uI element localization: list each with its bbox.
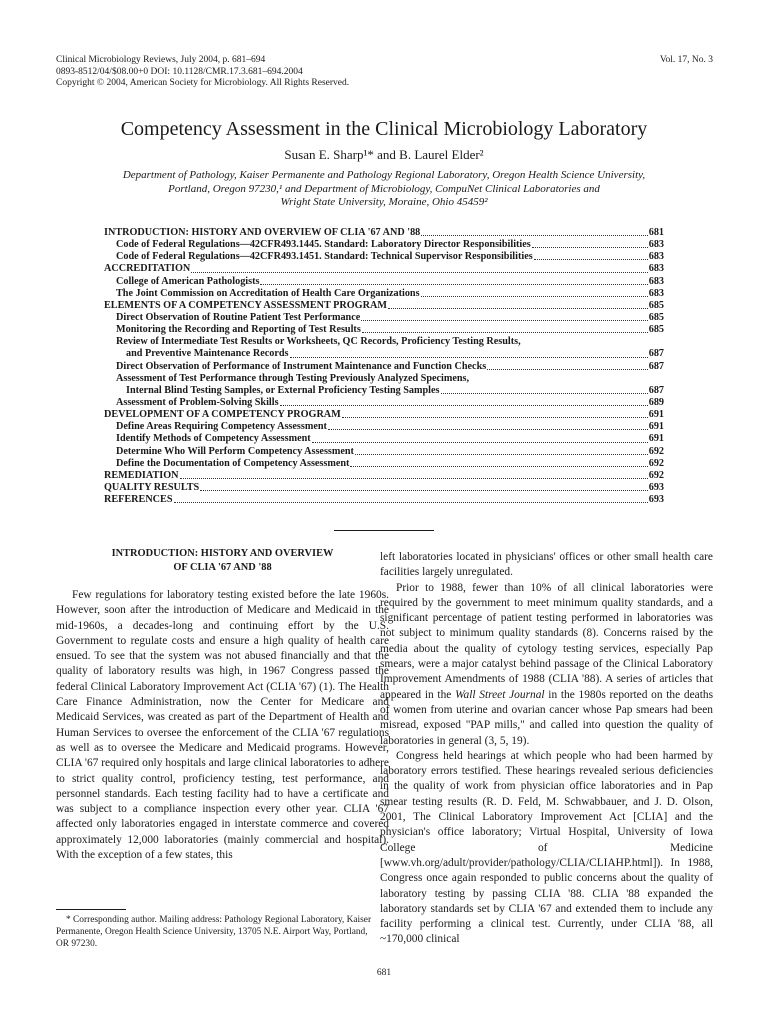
section-heading-line: INTRODUCTION: HISTORY AND OVERVIEW (111, 548, 334, 559)
toc-dot-leader (421, 296, 648, 297)
toc-entry[interactable] (104, 348, 664, 360)
toc-entry[interactable] (104, 263, 664, 275)
toc-entry[interactable] (104, 239, 664, 251)
toc-dot-leader (342, 417, 648, 418)
body-paragraph: left laboratories located in physicians' offices or other small health care facilities largely unregulated. (380, 551, 713, 579)
toc-entry[interactable] (104, 409, 664, 421)
toc-page-number: 691 (648, 433, 664, 445)
toc-entry[interactable] (104, 324, 664, 336)
body-column-right (380, 550, 713, 948)
toc-page-number: 685 (648, 311, 664, 323)
journal-citation: Clinical Microbiology Reviews, July 2004, p. 681–694 (56, 55, 266, 65)
toc-entry-title: Direct Observation of Performance of Instrument Maintenance and Function Checks (116, 360, 487, 372)
affiliation-line: Department of Pathology, Kaiser Permanente and Pathology Regional Laboratory, Oregon Health Science University, (122, 169, 646, 181)
toc-entry-title: REMEDIATION (104, 469, 179, 481)
toc-entry-title: Review of Intermediate Test Results or Worksheets, QC Records, Proficiency Testing Results, (116, 336, 521, 348)
toc-entry[interactable] (104, 470, 664, 482)
toc-page-number: 689 (648, 396, 664, 408)
toc-page-number: 692 (648, 469, 664, 481)
footnote-rule (56, 909, 126, 910)
toc-entry[interactable] (104, 433, 664, 445)
footnote-text: * Corresponding author. Mailing address: Pathology Regional Laboratory, Kaiser Permanente, Oregon Health Science University, 13705 N.E. Airport Way, Portland, OR 97230. (56, 915, 372, 949)
toc-entry[interactable] (104, 336, 664, 348)
toc-page-number: 683 (648, 251, 664, 263)
toc-entry[interactable] (104, 421, 664, 433)
toc-entry-title: Internal Blind Testing Samples, or External Proficiency Testing Samples (126, 384, 440, 396)
toc-page-number: 687 (648, 384, 664, 396)
toc-entry[interactable] (104, 276, 664, 288)
toc-entry-title: REFERENCES (104, 494, 173, 506)
toc-entry-title: ACCREDITATION (104, 263, 191, 275)
body-column-left (56, 547, 389, 863)
toc-entry-title: Assessment of Test Performance through Testing Previously Analyzed Specimens, (116, 372, 470, 384)
author-affiliations (80, 169, 688, 210)
toc-dot-leader (180, 478, 648, 479)
toc-entry[interactable] (104, 482, 664, 494)
toc-entry-title: Determine Who Will Perform Competency Assessment (116, 445, 354, 457)
toc-dot-leader (532, 247, 648, 248)
section-divider (334, 530, 434, 531)
paragraph-text: Prior to 1988, fewer than 10% of all clinical laboratories were required by the government to meet minimum quality standards, and a significant percentage of patient testing performed in laboratories was not subject to minimum quality standards (8). Concerns raised by the media about the quality of cytology testing services, especially Pap smears, were a major catalyst behind passage of the Clinical Laboratory Improvement Amendments of 1988 (CLIA '88). A series of articles that appeared in the (380, 581, 713, 701)
affiliation-line: Wright State University, Moraine, Ohio 45459² (280, 196, 488, 208)
article-title: Competency Assessment in the Clinical Microbiology Laboratory (120, 118, 648, 140)
newspaper-name: Wall Street Journal (455, 688, 545, 701)
toc-dot-leader (328, 429, 648, 430)
toc-entry-title: DEVELOPMENT OF A COMPETENCY PROGRAM (104, 409, 341, 421)
copyright-line: Copyright © 2004, American Society for Microbiology. All Rights Reserved. (56, 78, 350, 88)
toc-page-number: 683 (648, 239, 664, 251)
toc-entry-title: Monitoring the Recording and Reporting of Test Results (116, 324, 361, 336)
toc-entry-title: College of American Pathologists (116, 275, 260, 287)
body-paragraph: Few regulations for laboratory testing existed before the late 1960s. However, soon after the introduction of Medicare and Medicaid in the mid-1960s, a decades-long and continuing effort by the U.S. Government to regulate costs and ensure a high quality of health care ensued. To see that the system was not abused financially and that the quality of laboratory results was high, in 1967 Congress passed the federal Clinical Laboratory Improvement Act (CLIA '67) (1). The Health Care Finance Administration, now the Center for Medicare and Medicaid Services, was created as part of the Department of Health and Human Services to oversee the enforcement of the CLIA '67 regulations as well as to oversee the Medicare and Medicaid programs. However, CLIA '67 required only hospitals and large clinical laboratories to adhere to strict quality control, proficiency testing, test performance, and personnel standards. Each testing facility had to have a certificate and was subject to a compliance inspection every other year. CLIA '67 affected only laboratories engaged in interstate commerce and covered approximately 12,000 laboratories (mainly commercial and hospital). With the exception of a few states, this (56, 589, 389, 862)
running-header (56, 55, 349, 90)
toc-dot-leader (350, 466, 647, 467)
toc-entry-title: The Joint Commission on Accreditation of Health Care Organizations (116, 287, 420, 299)
doi-line: 0893-8512/04/$08.00+0 DOI: 10.1128/CMR.17.3.681–694.2004 (56, 66, 303, 77)
toc-page-number: 683 (648, 287, 664, 299)
toc-entry[interactable] (104, 373, 664, 385)
toc-entry-title: Define the Documentation of Competency Assessment (116, 457, 350, 469)
toc-page-number: 693 (648, 494, 664, 506)
toc-dot-leader (280, 405, 648, 406)
section-heading-line: OF CLIA '67 AND '88 (173, 561, 272, 573)
toc-entry-title: ELEMENTS OF A COMPETENCY ASSESSMENT PROGRAM (104, 299, 387, 311)
toc-entry[interactable] (104, 251, 664, 263)
toc-page-number: 683 (648, 275, 664, 287)
toc-entry[interactable] (104, 312, 664, 324)
toc-page-number: 687 (648, 360, 664, 372)
toc-page-number: 685 (648, 299, 664, 311)
article-authors: Susan E. Sharp¹* and B. Laurel Elder² (284, 147, 484, 162)
toc-entry-title: and Preventive Maintenance Records (126, 348, 289, 360)
body-paragraph: Congress held hearings at which people who had been harmed by laboratory errors testified. These hearings revealed serious deficiencies in the quality of work from physician office laboratories and in Pap smear testing results (R. D. Feld, M. Schwabbauer, and J. D. Olson, 2001, The Clinical Laboratory Improvement Act [CLIA] and the physician's office laboratory; Virtual Hospital, University of Iowa College of Medicine [www.vh.org/adult/provider/pathology/CLIA/CLIAHP.html]). In 1988, Congress once again responded to public concerns about the quality of laboratory testing by passing CLIA '88. CLIA '88 expanded the laboratory standards set by CLIA '67 and extended them to include any facility performing a clinical test. Currently, under CLIA '88, all ~170,000 clinical (380, 749, 713, 946)
affiliation-line: Portland, Oregon 97230,¹ and Department of Microbiology, CompuNet Clinical Laboratories and (168, 182, 600, 195)
toc-entry-title: Code of Federal Regulations—42CFR493.1445. Standard: Laboratory Director Responsibilities (116, 239, 531, 251)
toc-page-number: 693 (648, 481, 664, 493)
volume-issue: Vol. 17, No. 3 (659, 55, 713, 65)
toc-page-number: 692 (648, 445, 664, 457)
body-paragraph (380, 581, 713, 749)
toc-dot-leader (290, 357, 648, 358)
toc-dot-leader (174, 502, 648, 503)
toc-dot-leader (355, 454, 648, 455)
toc-entry[interactable] (104, 361, 664, 373)
toc-entry[interactable] (104, 300, 664, 312)
toc-entry-title: INTRODUCTION: HISTORY AND OVERVIEW OF CLIA '67 AND '88 (104, 227, 421, 238)
toc-page-number: 685 (648, 324, 664, 336)
toc-entry[interactable] (104, 494, 664, 506)
toc-page-number: 687 (648, 348, 664, 360)
section-heading (56, 547, 389, 574)
toc-dot-leader (260, 284, 647, 285)
toc-entry[interactable] (104, 227, 664, 239)
toc-page-number: 692 (648, 457, 664, 469)
toc-dot-leader (200, 490, 648, 491)
toc-dot-leader (421, 235, 647, 236)
toc-dot-leader (441, 393, 648, 394)
table-of-contents (104, 227, 664, 506)
toc-dot-leader (361, 320, 647, 321)
toc-entry[interactable] (104, 288, 664, 300)
toc-entry[interactable] (104, 458, 664, 470)
toc-dot-leader (534, 259, 648, 260)
toc-page-number: 681 (648, 227, 664, 238)
toc-entry[interactable] (104, 446, 664, 458)
paragraph-text: in the 1980s reported on the deaths of women from uterine and ovarian cancer whose Pap smears had been misread, exposed "PAP mills," and called into question the quality of laboratories in general (3, 5, 19). (380, 688, 714, 747)
toc-page-number: 691 (648, 409, 664, 421)
toc-entry-title: Assessment of Problem-Solving Skills (116, 396, 279, 408)
corresponding-author-footnote (56, 914, 376, 950)
toc-dot-leader (312, 442, 648, 443)
toc-entry-title: Define Areas Requiring Competency Assessment (116, 421, 327, 433)
toc-dot-leader (191, 272, 647, 273)
toc-entry[interactable] (104, 385, 664, 397)
toc-entry-title: QUALITY RESULTS (104, 481, 200, 493)
toc-dot-leader (362, 332, 648, 333)
toc-page-number: 691 (648, 421, 664, 433)
toc-dot-leader (487, 369, 648, 370)
toc-page-number: 683 (648, 263, 664, 275)
toc-entry-title: Direct Observation of Routine Patient Test Performance (116, 311, 361, 323)
toc-entry[interactable] (104, 397, 664, 409)
toc-entry-title: Code of Federal Regulations—42CFR493.1451. Standard: Technical Supervisor Responsibilities (116, 251, 533, 263)
toc-dot-leader (388, 308, 648, 309)
toc-entry-title: Identify Methods of Competency Assessment (116, 433, 311, 445)
page-number: 681 (376, 968, 392, 978)
